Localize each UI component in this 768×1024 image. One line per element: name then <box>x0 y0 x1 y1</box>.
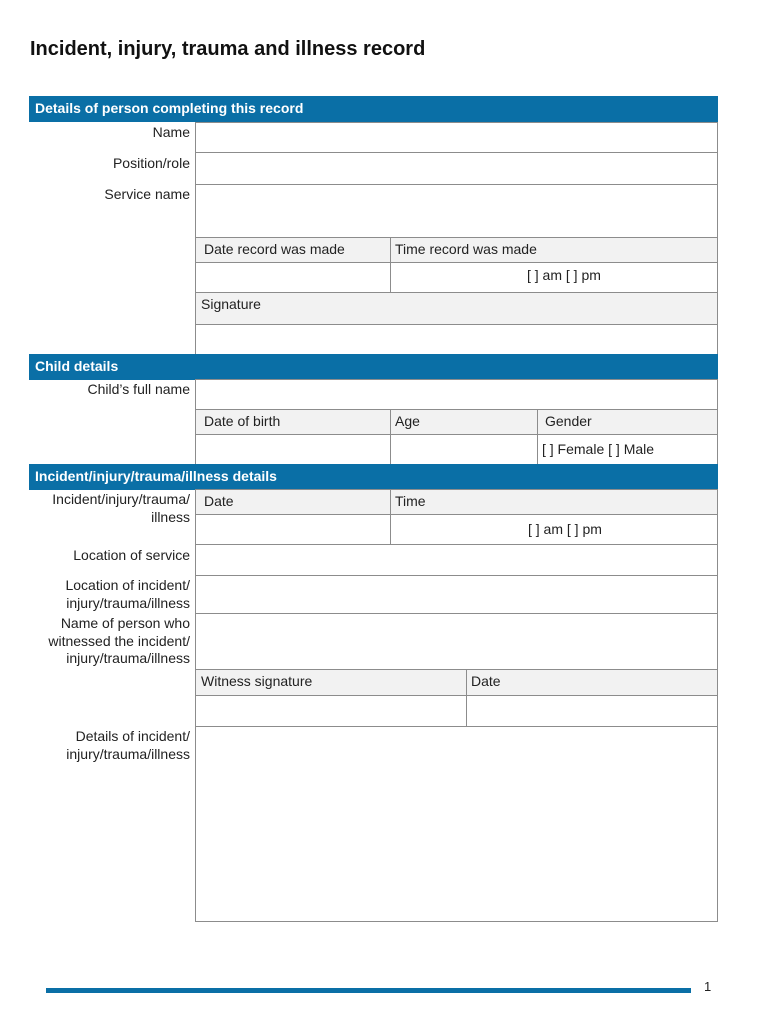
date-record-made-label: Date record was made <box>195 237 391 263</box>
incident-when-label-line-1: Incident/injury/trauma/ <box>52 491 190 507</box>
incident-date-label: Date <box>195 489 391 515</box>
incident-time-label: Time <box>390 489 718 515</box>
incident-details-label <box>29 728 190 763</box>
section-header-completer: Details of person completing this record <box>29 96 718 122</box>
section-header-child: Child details <box>29 354 718 380</box>
time-record-made-label: Time record was made <box>390 237 718 263</box>
gender-label: Gender <box>537 409 718 435</box>
date-of-birth-field[interactable] <box>195 434 391 465</box>
incident-time-field[interactable] <box>390 514 718 545</box>
witness-name-label-line-2: witnessed the incident/ <box>48 632 190 649</box>
child-full-name-field[interactable] <box>195 379 718 410</box>
child-full-name-label: Child’s full name <box>87 381 190 397</box>
position-label: Position/role <box>112 155 190 171</box>
section-header-incident: Incident/injury/trauma/illness details <box>29 464 718 490</box>
witness-name-label-line-1: Name of person who <box>60 615 190 631</box>
footer-rule <box>46 988 691 993</box>
position-field[interactable] <box>195 152 718 185</box>
gender-field[interactable] <box>537 434 718 465</box>
gender-options[interactable]: [ ] Female [ ] Male <box>542 441 655 457</box>
location-of-service-field[interactable] <box>195 544 718 576</box>
service-name-label: Service name <box>104 186 190 202</box>
incident-time-am-pm[interactable]: [ ] am [ ] pm <box>528 521 602 537</box>
age-label: Age <box>390 409 538 435</box>
time-record-made-am-pm[interactable]: [ ] am [ ] pm <box>527 267 601 283</box>
location-of-incident-field[interactable] <box>195 575 718 614</box>
location-of-service-label: Location of service <box>73 547 190 563</box>
time-record-made-field[interactable] <box>390 262 718 293</box>
location-of-incident-label-line-1: Location of incident/ <box>65 577 190 593</box>
witness-signature-field[interactable] <box>195 695 467 727</box>
witness-name-label-line-3: injury/trauma/illness <box>66 650 190 666</box>
incident-details-label-line-1: Details of incident/ <box>75 728 190 744</box>
age-field[interactable] <box>390 434 538 465</box>
incident-details-label-line-2: injury/trauma/illness <box>66 745 190 762</box>
date-of-birth-label: Date of birth <box>195 409 391 435</box>
witness-name-label <box>29 615 190 668</box>
incident-details-field[interactable] <box>195 726 718 922</box>
page-title: Incident, injury, trauma and illness record <box>30 38 426 60</box>
location-of-incident-label <box>29 577 190 612</box>
incident-date-field[interactable] <box>195 514 391 545</box>
witness-name-field[interactable] <box>195 613 718 670</box>
signature-field[interactable] <box>195 324 718 355</box>
service-name-field[interactable] <box>195 184 718 238</box>
incident-when-label <box>29 491 190 526</box>
incident-when-label-line-2: illness <box>151 508 190 525</box>
page-number: 1 <box>704 979 712 994</box>
name-field[interactable] <box>195 122 718 153</box>
name-label: Name <box>152 124 190 140</box>
witness-signature-label: Witness signature <box>195 669 467 696</box>
location-of-incident-label-line-2: injury/trauma/illness <box>66 594 190 611</box>
witness-date-label: Date <box>466 669 718 696</box>
witness-date-field[interactable] <box>466 695 718 727</box>
signature-label: Signature <box>195 292 718 325</box>
date-record-made-field[interactable] <box>195 262 391 293</box>
